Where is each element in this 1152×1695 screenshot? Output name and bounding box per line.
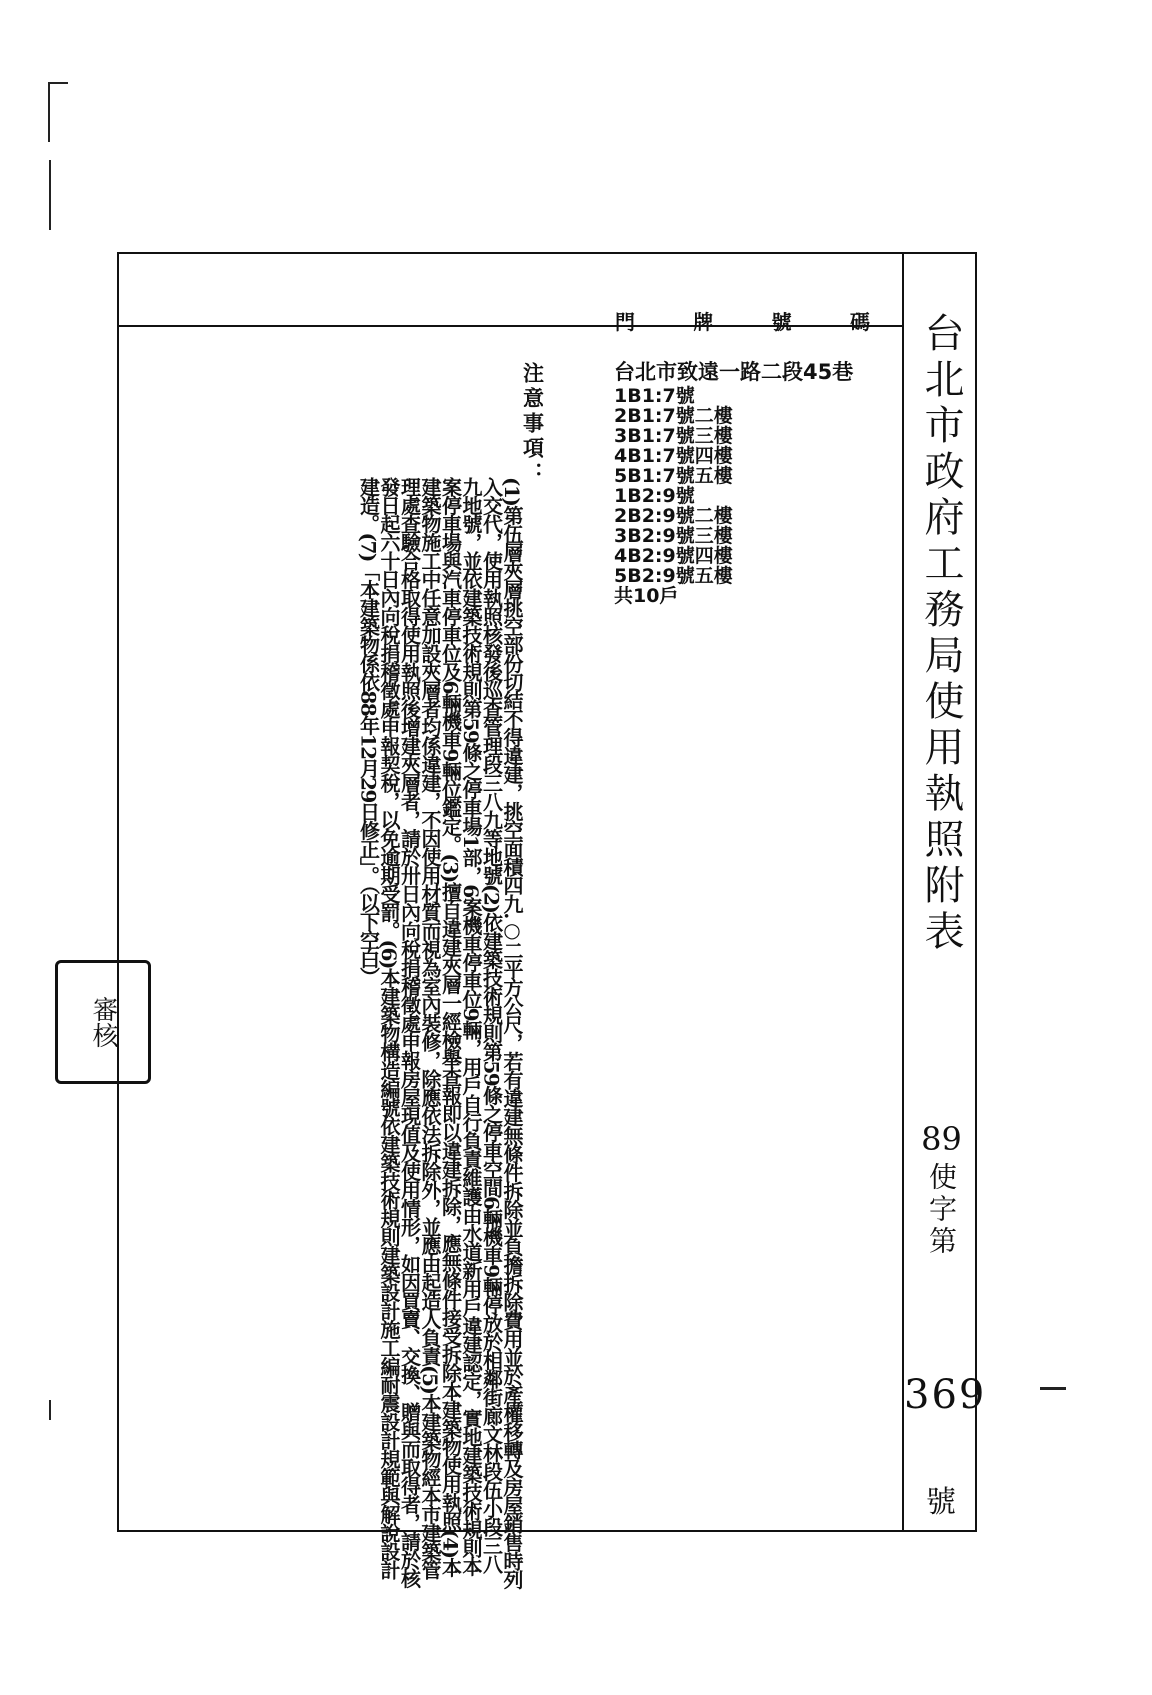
header-char: 門 [615, 310, 635, 334]
address-item: 5B1:7號五樓 [614, 465, 733, 487]
permit-number: 369 [904, 1372, 987, 1418]
official-stamp: 審核 [55, 960, 151, 1084]
address-item: 4B1:7號四樓 [614, 445, 733, 467]
address-item: 3B2:9號三樓 [614, 525, 733, 547]
document-title: 台北市政府工務局使用執照附表 [918, 312, 964, 956]
address-table-header [615, 306, 870, 335]
address-item: 1B1:7號 [614, 385, 695, 407]
address-item: 2B1:7號二樓 [614, 405, 733, 427]
address-item: 5B2:9號五樓 [614, 565, 733, 587]
street-address: 台北市致遠一路二段45巷 [614, 360, 854, 384]
address-item: 2B2:9號二樓 [614, 505, 733, 527]
permit-suffix: 號 [926, 1485, 956, 1520]
notes-body: (1)第伍層夾層挑空部份切結不得違建，挑空面積四九.○二平方公尺，若有違建無條件拆除並負擔拆除費用並於產權移轉及房屋銷售時列入交代，使用執照核發後巡查管理段三八九等地號(2)依建築技術規則第59條之停車空間6輛機車9輛停放於相鄰街廊文林段伍小段三八九地號，並依建築技術規則第59條之停車場1部，6案機車停車位9輛，用戶自行負責維護由水道新用戶違建認定，實地建築技術規則本案停車場與汽車停車位及6輛機車9輛位鑑定。(3)擅自違建夾層一經檢舉查報即以違建拆除，應無條件接受拆除本建築物使用執照(4)本建築物施工中任意加設夾層者均係違建，不因使用材質而視為室內裝修，除應依法拆除外，並應由起造人負責(5)本建築物經本市建築管理處查驗合格取得使用執照後增建夾層者，請於卅日內向稅捐稽徵處申報房屋現值及使用情形，如因買賣、交換、贈與而取得者，請於核發日起六十日內向稅捐稽徵處申報契稅，以免逾期受罰。(6)本建築物構造編號依建築技術規則建築設計施工編耐震設計規範與解說設計建造。(7)「本建築物係依88年12月29日修正」。（以下空白） [356, 477, 524, 1588]
permit-year: 89 [921, 1120, 962, 1158]
address-total: 共10戶 [614, 585, 679, 607]
scan-mark-corner [48, 82, 50, 142]
address-item: 4B2:9號四樓 [614, 545, 733, 567]
scan-mark-left [49, 1400, 51, 1420]
header-char: 碼 [849, 310, 870, 334]
permit-type: 使字第 [925, 1162, 958, 1258]
title-column [902, 252, 987, 1532]
address-item: 3B1:7號三樓 [614, 425, 733, 447]
notes-section [356, 362, 546, 1588]
scan-mark-right [1040, 1387, 1066, 1390]
address-item: 1B2:9號 [614, 485, 695, 507]
notes-heading: 注意事項： [520, 362, 546, 487]
scan-mark-left [49, 160, 51, 230]
scan-mark-corner [48, 82, 68, 84]
address-list [614, 362, 853, 606]
header-char: 牌 [693, 310, 714, 334]
header-char: 號 [771, 310, 792, 334]
